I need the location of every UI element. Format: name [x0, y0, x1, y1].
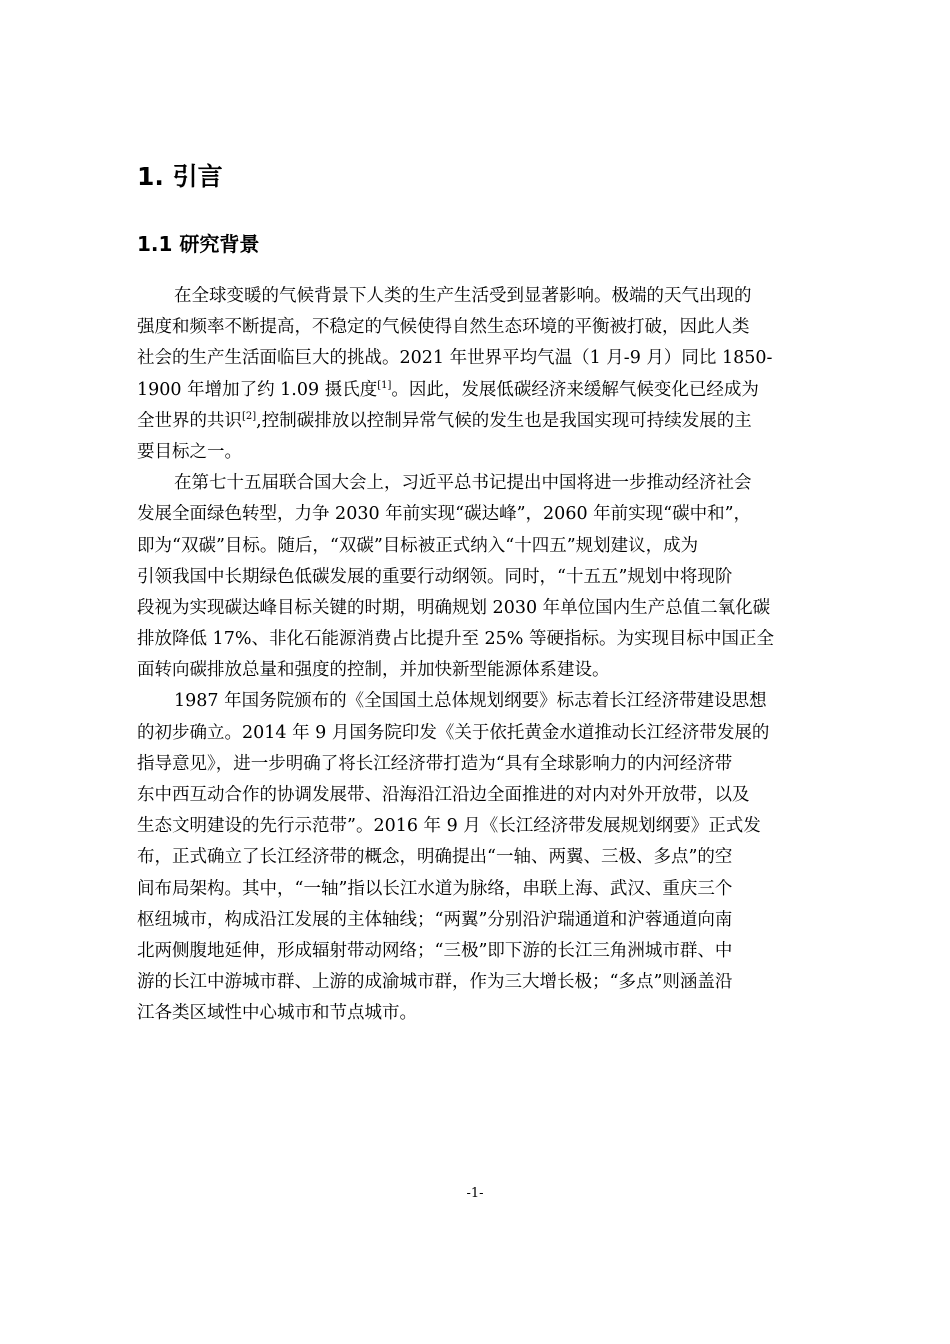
text-line — [137, 499, 817, 530]
text-line — [137, 718, 817, 749]
text-run: 的初步确立。2014 年 9 月国务院印发《关于依托黄金水道推动长江经济带发展的 — [137, 722, 770, 743]
paragraph — [137, 468, 817, 686]
text-line — [137, 281, 817, 312]
text-run: 要目标之一。 — [137, 441, 242, 462]
text-line — [137, 874, 817, 905]
text-run: 。因此，发展低碳经济来缓解气候变化已经成为 — [391, 379, 759, 400]
text-line — [137, 967, 817, 998]
text-line — [137, 686, 817, 717]
text-line — [137, 406, 817, 437]
text-line — [137, 343, 817, 374]
text-run: 布，正式确立了长江经济带的概念，明确提出“一轴、两翼、三极、多点”的空 — [137, 847, 733, 868]
text-line — [137, 593, 817, 624]
text-line — [137, 811, 817, 842]
text-line — [137, 312, 817, 343]
text-run: 社会的生产生活面临巨大的挑战。2021 年世界平均气温（1 月-9 月）同比 1850- — [137, 348, 773, 369]
text-run: 引领我国中长期绿色低碳发展的重要行动纲领。同时，“十五五”规划中将现阶 — [137, 566, 733, 587]
text-run: 排放降低 17%、非化石能源消费占比提升至 25% 等硬指标。为实现目标中国正全 — [137, 629, 774, 650]
text-run: 即为“双碳”目标。随后，“双碳”目标被正式纳入“十四五”规划建议，成为 — [137, 535, 699, 556]
text-run: 强度和频率不断提高，不稳定的气候使得自然生态环境的平衡被打破，因此人类 — [137, 317, 750, 338]
text-line — [137, 998, 817, 1029]
section-heading: 1.1 研究背景 — [137, 232, 260, 256]
text-run: 在全球变暖的气候背景下人类的生产生活受到显著影响。极端的天气出现的 — [174, 286, 752, 306]
text-line — [137, 468, 817, 499]
text-run: 东中西互动合作的协调发展带、沿海沿江沿边全面推进的对内对外开放带，以及 — [137, 785, 750, 805]
text-run: 北两侧腹地延伸，形成辐射带动网络；“三极”即下游的长江三角洲城市群、中 — [137, 940, 733, 961]
text-run: 游的长江中游城市群、上游的成渝城市群，作为三大增长极；“多点”则涵盖沿 — [137, 972, 733, 993]
text-run: 1900 年增加了约 1.09 摄氏度 — [137, 379, 378, 400]
paragraph — [137, 281, 817, 468]
text-line — [137, 531, 817, 562]
text-run: 生态文明建设的先行示范带”。2016 年 9 月《长江经济带发展规划纲要》正式发 — [137, 816, 761, 837]
text-line — [137, 780, 817, 811]
citation-ref: [1] — [377, 379, 392, 391]
text-run: 指导意见》，进一步明确了将长江经济带打造为“具有全球影响力的内河经济带 — [137, 753, 733, 774]
text-run: 面转向碳排放总量和强度的控制，并加快新型能源体系建设。 — [137, 660, 610, 681]
body-text — [137, 281, 817, 1030]
citation-ref: [2] — [242, 410, 257, 422]
chapter-heading: 1. 引言 — [137, 162, 223, 191]
text-line — [137, 936, 817, 967]
text-run: 1987 年国务院颁布的《全国国土总体规划纲要》标志着长江经济带建设思想 — [174, 691, 767, 712]
text-line — [137, 905, 817, 936]
text-run: 江各类区域性中心城市和节点城市。 — [137, 1003, 417, 1024]
text-run: 段视为实现碳达峰目标关键的时期，明确规划 2030 年单位国内生产总值二氧化碳 — [137, 597, 771, 618]
text-line — [137, 437, 817, 468]
text-line — [137, 624, 817, 655]
page-number: -1- — [466, 1186, 484, 1201]
text-line — [137, 655, 817, 686]
text-line — [137, 842, 817, 873]
text-run: 间布局架构。其中，“一轴”指以长江水道为脉络，串联上海、武汉、重庆三个 — [137, 878, 733, 899]
text-run: 枢纽城市，构成沿江发展的主体轴线；“两翼”分别沿沪瑞通道和沪蓉通道向南 — [137, 909, 733, 930]
text-run: 全世界的共识 — [137, 410, 242, 431]
text-line — [137, 749, 817, 780]
text-run: ,控制碳排放以控制异常气候的发生也是我国实现可持续发展的主 — [256, 410, 752, 431]
text-line — [137, 562, 817, 593]
text-run: 在第七十五届联合国大会上，习近平总书记提出中国将进一步推动经济社会 — [174, 473, 752, 494]
text-run: 发展全面绿色转型，力争 2030 年前实现“碳达峰”，2060 年前实现“碳中和”， — [137, 504, 752, 525]
text-line — [137, 375, 817, 406]
paragraph — [137, 686, 817, 1029]
